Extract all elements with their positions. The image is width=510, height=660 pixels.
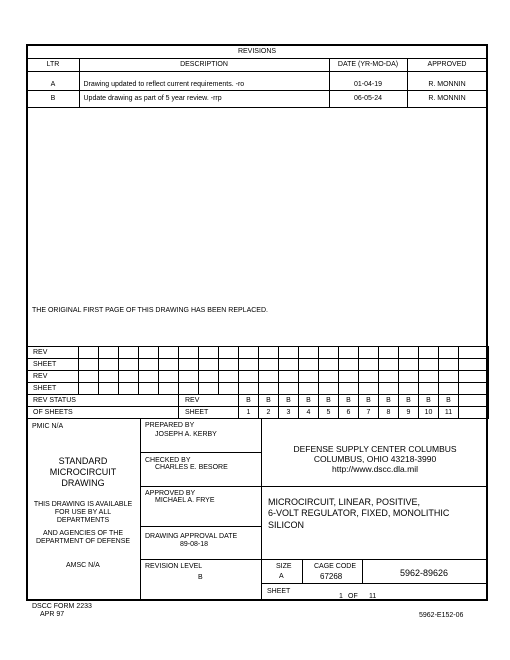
agency-address: COLUMBUS, OHIO 43218-3990 <box>313 454 437 465</box>
checked-by-name: CHARLES E. BESORE <box>155 464 228 471</box>
grid-label-rev: REV <box>27 371 79 383</box>
grid-row <box>27 383 489 395</box>
title-line: 6-VOLT REGULATOR, FIXED, MONOLITHIC <box>268 508 450 519</box>
prepared-by-label: PREPARED BY <box>145 422 195 429</box>
standard-line: DRAWING <box>61 477 105 488</box>
col-ltr: LTR <box>27 58 79 71</box>
sheet-value: 3 <box>279 407 299 419</box>
sheet-total: 11 <box>369 593 377 600</box>
revisions-table <box>26 44 488 108</box>
grid-label-rev: REV <box>27 347 79 359</box>
grid-label-sheet: SHEET <box>27 359 79 371</box>
revisions-header-row <box>27 58 487 71</box>
rev-value: B <box>299 395 319 407</box>
divider <box>262 583 488 584</box>
agency-block <box>262 444 488 475</box>
document-id: 5962-E152-06 <box>419 612 464 619</box>
approval-date: 89-08-18 <box>180 541 209 548</box>
sheet-label: SHEET <box>179 407 239 419</box>
rev-ltr: A <box>27 71 79 90</box>
revision-level: B <box>198 574 203 581</box>
rev-approved: R. MONNIN <box>407 71 487 90</box>
agency-name: DEFENSE SUPPLY CENTER COLUMBUS <box>293 444 457 454</box>
divider <box>140 452 262 453</box>
rev-status-grid <box>26 346 489 419</box>
availability-line: THIS DRAWING IS AVAILABLE <box>33 501 133 508</box>
approval-date-label: DRAWING APPROVAL DATE <box>145 533 238 540</box>
rev-description: Update drawing as part of 5 year review. -rrp <box>79 90 329 107</box>
grid-label-sheet: SHEET <box>27 383 79 395</box>
rev-date: 06-05-24 <box>329 90 407 107</box>
sheet-value: 10 <box>419 407 439 419</box>
rev-value: B <box>319 395 339 407</box>
rev-value: B <box>379 395 399 407</box>
standard-line: STANDARD <box>58 456 108 466</box>
agencies-line: AND AGENCIES OF THE <box>43 530 123 537</box>
size-value: A <box>279 573 284 580</box>
col-date: DATE (YR-MO-DA) <box>329 58 407 71</box>
revision-row <box>27 71 487 90</box>
amsc-label: AMSC N/A <box>66 562 100 569</box>
replacement-note: THE ORIGINAL FIRST PAGE OF THIS DRAWING HAS BEEN REPLACED. <box>32 307 268 314</box>
rev-label: REV <box>179 395 239 407</box>
rev-value: B <box>259 395 279 407</box>
approved-by-label: APPROVED BY <box>145 490 196 497</box>
sheet-value: 8 <box>379 407 399 419</box>
of-sheets-label: OF SHEETS <box>27 407 179 419</box>
divider <box>362 559 363 583</box>
divider <box>302 559 303 583</box>
cage-code-label: CAGE CODE <box>314 563 357 570</box>
agencies-line: DEPARTMENT OF DEFENSE <box>35 538 131 546</box>
sheet-value: 7 <box>359 407 379 419</box>
title-line: SILICON <box>268 519 305 530</box>
rev-status-row <box>27 395 489 407</box>
rev-status-label: REV STATUS <box>27 395 179 407</box>
approved-by-name: MICHAEL A. FRYE <box>155 497 215 504</box>
sheet-value: 1 <box>239 407 259 419</box>
rev-value: B <box>399 395 419 407</box>
availability-line: FOR USE BY ALL <box>54 509 112 517</box>
standard-line: MICROCIRCUIT <box>49 466 117 477</box>
agencies-statement <box>26 530 140 546</box>
form-date: APR 97 <box>40 611 65 618</box>
divider <box>140 559 488 560</box>
sheet-value: 2 <box>259 407 279 419</box>
divider <box>262 486 488 487</box>
rev-value: B <box>339 395 359 407</box>
rev-value: B <box>419 395 439 407</box>
sheet-value: 4 <box>299 407 319 419</box>
title-line: MICROCIRCUIT, LINEAR, POSITIVE, <box>268 497 421 507</box>
standard-drawing-title <box>26 456 140 488</box>
sheet-value: 11 <box>439 407 459 419</box>
col-approved: APPROVED <box>407 58 487 71</box>
grid-row <box>27 347 489 359</box>
sheet-value: 9 <box>399 407 419 419</box>
rev-approved: R. MONNIN <box>407 90 487 107</box>
agency-url: http://www.dscc.dla.mil <box>332 464 418 475</box>
grid-row <box>27 371 489 383</box>
revision-row <box>27 90 487 107</box>
grid-row <box>27 359 489 371</box>
availability-statement <box>26 501 140 525</box>
of-sheets-row <box>27 407 489 419</box>
rev-value: B <box>359 395 379 407</box>
divider <box>140 486 262 487</box>
sheet-value: 6 <box>339 407 359 419</box>
col-description: DESCRIPTION <box>79 58 329 71</box>
drawing-title <box>268 497 449 531</box>
pmic-label: PMIC N/A <box>32 423 64 430</box>
drawing-number: 5962-89626 <box>400 568 449 578</box>
revision-level-label: REVISION LEVEL <box>145 563 203 570</box>
rev-value: B <box>279 395 299 407</box>
prepared-by-name: JOSEPH A. KERBY <box>155 431 217 438</box>
availability-line: DEPARTMENTS <box>56 517 110 525</box>
sheet-label: SHEET <box>267 588 291 595</box>
form-number: DSCC FORM 2233 <box>32 603 92 610</box>
rev-value: B <box>239 395 259 407</box>
rev-value: B <box>439 395 459 407</box>
rev-date: 01-04-19 <box>329 71 407 90</box>
rev-description: Drawing updated to reflect current requirements. -ro <box>79 71 329 90</box>
checked-by-label: CHECKED BY <box>145 457 191 464</box>
divider <box>140 526 262 527</box>
size-label: SIZE <box>276 563 292 570</box>
sheet-value: 5 <box>319 407 339 419</box>
rev-ltr: B <box>27 90 79 107</box>
cage-code-value: 67268 <box>320 572 343 581</box>
revisions-heading: REVISIONS <box>27 45 487 58</box>
of-label: OF <box>348 593 358 600</box>
sheet-number: 1 <box>339 593 343 600</box>
